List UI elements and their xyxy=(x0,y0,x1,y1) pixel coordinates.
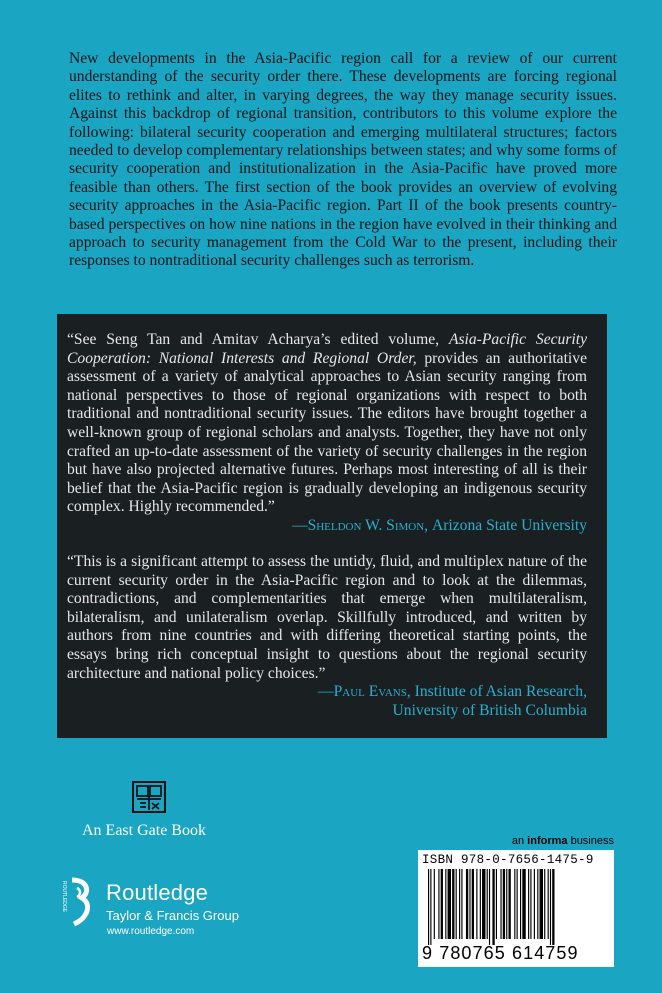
quote-1-book-title: Asia-Pacific Security Cooperation: National Interests and Regional Order, xyxy=(67,331,587,367)
barcode-bar xyxy=(459,869,460,939)
endorsements-box xyxy=(57,314,607,738)
barcode-bar xyxy=(452,869,454,939)
barcode-bar xyxy=(496,869,497,939)
barcode-bar xyxy=(466,869,468,939)
barcode-bar xyxy=(537,869,538,939)
barcode-bar xyxy=(517,869,518,939)
barcode-bar xyxy=(482,869,485,939)
barcode-bar xyxy=(438,869,439,939)
barcode-bar xyxy=(489,869,490,945)
barcode-bar xyxy=(428,869,429,945)
quote-1-author: —Sheldon W. Simon, xyxy=(291,516,432,534)
barcode-bar xyxy=(445,869,446,939)
imprint-label: An East Gate Book xyxy=(82,822,206,839)
informa-tagline xyxy=(512,835,614,847)
publisher-name: Routledge xyxy=(106,880,209,905)
endorsement-quote-2 xyxy=(67,553,587,720)
barcode-bar xyxy=(514,869,515,939)
barcode-block xyxy=(418,850,614,967)
quote-2-affiliation-2: University of British Columbia xyxy=(392,701,587,719)
routledge-logo-icon xyxy=(61,878,94,926)
barcode-bar xyxy=(476,869,477,939)
barcode-bar xyxy=(548,869,549,939)
quote-2-body: “This is a significant attempt to assess the untidy, fluid, and multiplex nature of the current security order in the Asia-Pacific region and to look at the dilemmas, contradictions, and complementarities that emerge when multilateralism, bilateralism, and unilateralism overlap. Skillfully introduced, and written by authors from nine countries and with differing theoretical starting points, the essays bring rich conceptual insight to questions about the regional security architecture and national policy choices.” xyxy=(67,553,587,682)
barcode-bar xyxy=(509,869,511,939)
barcode-bar xyxy=(456,869,457,939)
barcode-bar xyxy=(530,869,531,939)
east-gate-logo-icon xyxy=(132,781,166,813)
informa-pre: an xyxy=(511,835,528,847)
endorsement-quote-1 xyxy=(67,331,587,536)
isbn-label: ISBN 978-0-7656-1475-9 xyxy=(422,853,594,867)
barcode-bar xyxy=(469,869,470,939)
barcode-bars xyxy=(428,869,606,945)
barcode-bar xyxy=(540,869,543,939)
quote-2-affiliation-1: Institute of Asian Research, xyxy=(414,683,587,701)
informa-brand: informa xyxy=(527,835,568,847)
barcode-bar xyxy=(528,869,529,939)
informa-post: business xyxy=(567,835,614,847)
barcode-bar xyxy=(552,869,554,945)
ean-digits: 9 780765 614759 xyxy=(422,943,579,963)
quote-1-intro: “See Seng Tan and Amitav Acharya’s edited volume, xyxy=(67,331,449,348)
barcode-bar xyxy=(487,869,488,939)
barcode-bar xyxy=(434,869,435,939)
quote-1-body: provides an authoritative assessment of a variety of analytical approaches to Asian security ranging from national perspectives to those of regional organizations with respect to both traditional and nontraditional security issues. The editors have brought together a well-known group of regional scholars and analysts. Together, they have not only crafted an up-to-date assessment of the variety of security challenges in the region but have also projected alternative futures. Perhaps most interesting of all is their belief that the Asia-Pacific region is gradually developing an indigenous security complex. Highly recommended.” xyxy=(67,349,587,516)
barcode-bar xyxy=(492,869,494,945)
barcode-bar xyxy=(534,869,535,939)
quote-1-affiliation: Arizona State University xyxy=(431,516,587,534)
barcode-bar xyxy=(500,869,501,939)
barcode-bar xyxy=(448,869,451,939)
barcode-bar xyxy=(550,869,551,945)
book-description: New developments in the Asia-Pacific region call for a review of our current understanding of the security order there. These developments are forcing regional elites to rethink and alter, in varying degrees, the way they manage security issues. Against this backdrop of regional transition, contributors to this volume explore the following: bilateral security cooperation and emerging multilateral structures; factors needed to develop complementary relationships between states; and why some forms of security cooperation and institutionalization in the Asia-Pacific have proved more feasible than others. The first section of the book provides an overview of evolving security approaches in the Asia-Pacific region. Part II of the book presents country-based perspectives on how nine nations in the region have evolved in their thinking and approach to security management from the Cold War to the present, including their responses to nontraditional security challenges such as terrorism. xyxy=(69,50,617,270)
barcode-bar xyxy=(522,869,525,939)
quote-2-attribution xyxy=(67,683,587,702)
barcode-bar xyxy=(441,869,443,939)
barcode-bar xyxy=(430,869,431,945)
barcode-bar xyxy=(506,869,507,939)
quote-2-author: —Paul Evans, xyxy=(318,683,415,701)
publisher-url: www.routledge.com xyxy=(107,926,195,937)
barcode-bar xyxy=(503,869,505,939)
routledge-vertical-text: ROUTLEDGE xyxy=(61,881,67,913)
barcode-bar xyxy=(520,869,521,939)
quote-1-attribution xyxy=(67,517,587,536)
barcode-bar xyxy=(472,869,474,939)
barcode-bar xyxy=(544,869,545,939)
barcode-bar xyxy=(480,869,481,939)
barcode-bar xyxy=(461,869,462,939)
publisher-group: Taylor & Francis Group xyxy=(106,908,239,923)
